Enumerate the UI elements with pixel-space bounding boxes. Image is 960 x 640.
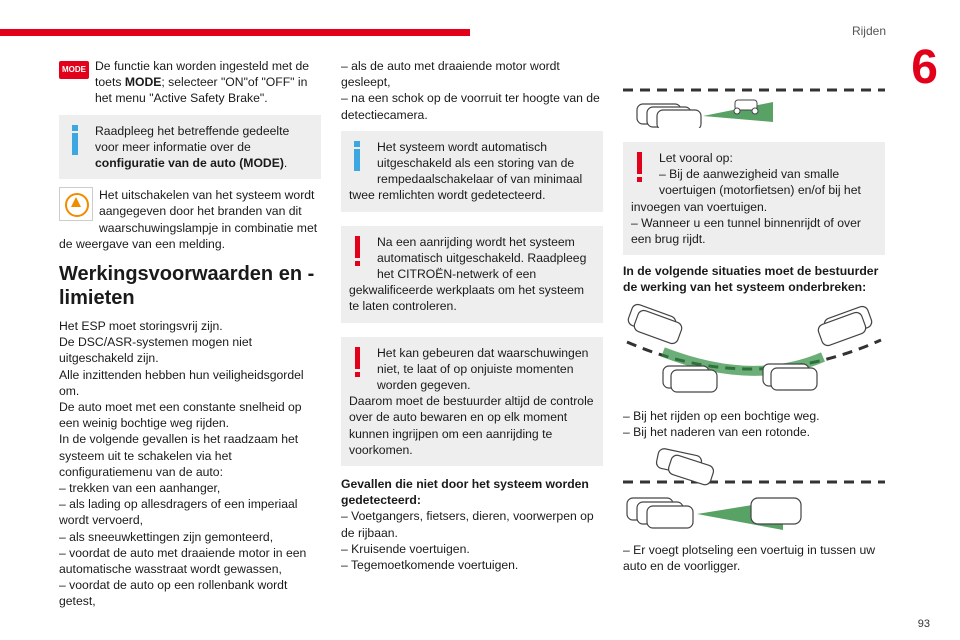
- info-note: Raadpleeg het betreffende gedeelte voor meer informatie over de configuratie van de auto (MODE).: [59, 115, 321, 180]
- list-item: – Bij het rijden op een bochtige weg.: [623, 408, 820, 423]
- list-item: – Tegemoetkomende voertuigen.: [341, 558, 519, 573]
- condition-line: De DSC/ASR-systemen mogen niet uitgeschakeld zijn.: [59, 335, 253, 366]
- warning-note: Let vooral op: – Bij de aanwezigheid van smalle voertuigen (motorfietsen) en/of bij het invoegen van voertuigen. – Wanneer u een tunnel binnenrijdt of over een brug rijdt.: [623, 142, 885, 255]
- info-icon: [67, 123, 89, 157]
- header-accent-bar: [0, 29, 470, 36]
- list-item: – als lading op allesdragers of een imperiaal wordt vervoerd,: [59, 497, 298, 528]
- chapter-number: 6: [911, 41, 938, 94]
- mode-button-icon: MODE: [59, 61, 89, 79]
- list-item: – Voetgangers, fietsers, dieren, voorwerpen op de rijbaan.: [341, 509, 594, 540]
- illustration-cut-in: [623, 446, 885, 536]
- list-item: – trekken van een aanhanger,: [59, 481, 221, 496]
- info-icon: [349, 139, 371, 173]
- list-item: – Kruisende voertuigen.: [341, 541, 470, 556]
- column-2: [341, 58, 603, 573]
- list-item: – Bij het naderen van een rotonde.: [623, 424, 811, 439]
- list-item: – voordat de auto op een rollenbank wordt getest,: [59, 578, 288, 609]
- list-item: – als de auto met draaiende motor wordt gesleept,: [341, 59, 560, 90]
- info-note: Het systeem wordt automatisch uitgeschakeld als een storing van de rempedaalschakelaar of van minimaal twee remlichten wordt gedetecteerd.: [341, 131, 603, 212]
- warning-note: Na een aanrijding wordt het systeem automatisch uitgeschakeld. Raadpleeg het CITROËN-netwerk of een gekwalificeerde werkplaats om het systeem te laten controleren.: [341, 226, 603, 323]
- warning-note: Het kan gebeuren dat waarschuwingen niet, te laat of op onjuiste momenten worden gegeven. Daarom moet de bestuurder altijd de controle over de auto bewaren en op elk moment kunnen ingrijpen om een aanrijding te voorkomen.: [341, 337, 603, 466]
- column-1: [59, 58, 321, 610]
- condition-line: De auto moet met een constante snelheid op een weinig bochtige weg rijden.: [59, 400, 302, 431]
- column-3: [623, 58, 885, 574]
- illustration-curve-road: [623, 302, 885, 402]
- page-number: 93: [917, 618, 930, 630]
- list-item: – na een schok op de voorruit ter hoogte van de detectiecamera.: [341, 91, 600, 122]
- condition-line: Het ESP moet storingsvrij zijn.: [59, 319, 223, 334]
- warning-lamp-paragraph: Het uitschakelen van het systeem wordt aangegeven door het branden van dit waarschuwingslampje in combinatie met de weergave van een melding.: [59, 188, 318, 251]
- list-item: – Er voegt plotseling een voertuig in tussen uw auto en de voorligger.: [623, 543, 876, 574]
- warning-lamp-icon: [59, 187, 93, 221]
- condition-line: Alle inzittenden hebben hun veiligheidsgordel om.: [59, 367, 304, 398]
- condition-line: In de volgende gevallen is het raadzaam het systeem uit te schakelen via het configuratiemenu van de auto:: [59, 432, 299, 479]
- warning-icon: [349, 234, 371, 270]
- section-title: Rijden: [851, 24, 886, 38]
- warning-icon: [631, 150, 653, 186]
- illustration-narrow-vehicle: [623, 64, 885, 128]
- list-item: – voordat de auto met draaiende motor in een automatische wasstraat wordt gewassen,: [59, 545, 307, 577]
- section-heading: Werkingsvoorwaarden en -limieten: [59, 263, 315, 310]
- situations-heading: In de volgende situaties moet de bestuurder de werking van het systeem onderbreken:: [623, 264, 879, 295]
- warning-icon: [349, 345, 371, 381]
- cases-heading: Gevallen die niet door het systeem worden gedetecteerd:: [341, 477, 589, 508]
- list-item: – als sneeuwkettingen zijn gemonteerd,: [59, 529, 274, 544]
- mode-paragraph: MODE De functie kan worden ingesteld met de toets MODE; selecteer "ON"of "OFF" in het menu "Active Safety Brake".: [59, 58, 321, 107]
